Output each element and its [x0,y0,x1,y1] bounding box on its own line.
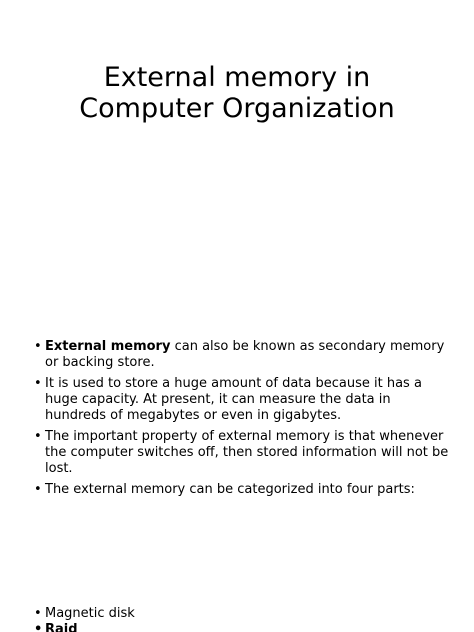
list-item [34,622,452,632]
list-item [34,339,452,371]
bullet-marker: • [34,482,42,497]
parts-list [34,606,452,632]
list-item [34,606,452,622]
part-text: Magnetic disk [45,606,135,621]
title-line-2: Computer Organization [79,93,395,125]
bullet-text: The important property of external memory is that whenever the computer switches off, then stored information will not be lost. [45,429,449,476]
bullet-marker: • [34,622,43,632]
bullet-marker: • [34,606,42,621]
slide-title [0,62,474,124]
bullet-text: It is used to store a huge amount of data because it has a huge capacity. At present, it can measure the data in hundreds of megabytes or even in gigabytes. [45,376,422,423]
part-text: Raid [45,622,78,632]
bullet-marker: • [34,376,42,391]
bullet-marker: • [34,339,42,354]
list-item [34,429,452,477]
bullet-text: can also be known as secondary memory or backing store. [45,339,445,370]
bullet-marker: • [34,429,42,444]
list-item [34,482,452,498]
bullet-list [34,339,452,503]
bold-term: External memory [45,339,171,354]
title-line-1: External memory in [103,62,371,94]
list-item [34,376,452,424]
bullet-text: The external memory can be categorized into four parts: [45,482,415,497]
